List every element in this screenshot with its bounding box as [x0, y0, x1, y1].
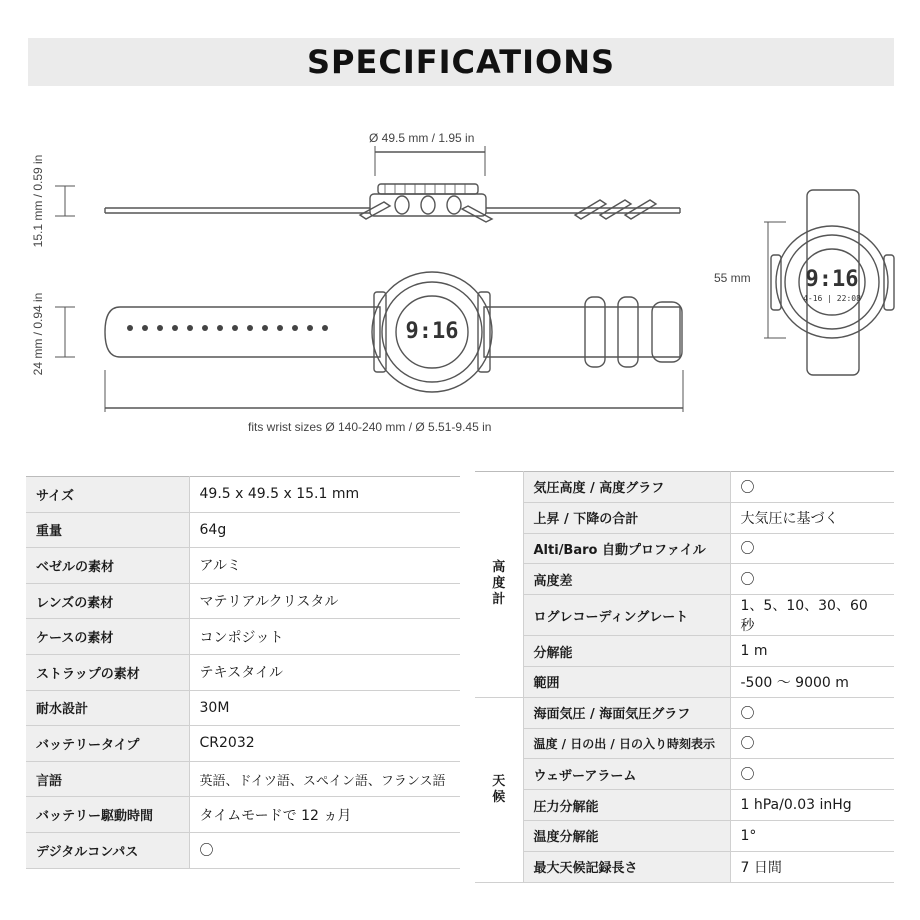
watch-front-view — [105, 272, 682, 392]
spec-value: 1 m — [730, 636, 894, 667]
spec-label: 圧力分解能 — [523, 790, 730, 821]
table-row — [26, 548, 460, 584]
table-row — [475, 533, 894, 564]
spec-value: -500 ～ 9000 m — [730, 666, 894, 697]
spec-label: ウェザーアラーム — [523, 759, 730, 790]
spec-label: 海面気圧 / 海面気圧グラフ — [523, 697, 730, 728]
table-row — [475, 472, 894, 503]
table-row — [475, 697, 894, 728]
table-row — [26, 690, 460, 726]
right-watch-sub: 4-16 | 22:08 — [803, 294, 861, 303]
table-row — [26, 654, 460, 690]
spec-value: 〇 — [730, 697, 894, 728]
spec-value: アルミ — [189, 548, 460, 584]
spec-value: 大気圧に基づく — [730, 502, 894, 533]
spec-value: 〇 — [730, 472, 894, 503]
spec-label: ログレコーディングレート — [523, 595, 730, 636]
spec-value: CR2032 — [189, 726, 460, 762]
spec-label: レンズの素材 — [26, 583, 189, 619]
lug-width-label: 24 mm / 0.94 in — [31, 292, 45, 376]
table-row — [475, 759, 894, 790]
spec-value: 30M — [189, 690, 460, 726]
spec-value: 7 日間 — [730, 851, 894, 882]
spec-value: コンポジット — [189, 619, 460, 655]
table-row — [475, 564, 894, 595]
table-row — [475, 790, 894, 821]
spec-value: 1° — [730, 820, 894, 851]
table-row — [26, 832, 460, 868]
spec-label: 言語 — [26, 761, 189, 797]
spec-value: マテリアルクリスタル — [189, 583, 460, 619]
table-row — [26, 583, 460, 619]
table-row — [26, 619, 460, 655]
altimeter-group-label: 高度計 — [475, 472, 523, 698]
table-row — [475, 595, 894, 636]
spec-label: ケースの素材 — [26, 619, 189, 655]
spec-value: 英語、ドイツ語、スペイン語、フランス語 — [189, 761, 460, 797]
table-row — [475, 666, 894, 697]
table-row — [26, 761, 460, 797]
spec-label: 温度 / 日の出 / 日の入り時刻表示 — [523, 728, 730, 759]
spec-label: バッテリー駆動時間 — [26, 797, 189, 833]
spec-value: 49.5 x 49.5 x 15.1 mm — [189, 477, 460, 513]
spec-label: サイズ — [26, 477, 189, 513]
spec-label: Alti/Baro 自動プロファイル — [523, 533, 730, 564]
wrist-size-label: fits wrist sizes Ø 140-240 mm / Ø 5.51-9.45 in — [248, 420, 492, 434]
thickness-label: 15.1 mm / 0.59 in — [31, 154, 45, 248]
spec-label: 範囲 — [523, 666, 730, 697]
table-row — [26, 512, 460, 548]
watch-side-view — [105, 184, 680, 222]
spec-value: 〇 — [730, 533, 894, 564]
weather-group-label: 天候 — [475, 697, 523, 882]
spec-value: 64g — [189, 512, 460, 548]
spec-label: ベゼルの素材 — [26, 548, 189, 584]
spec-value: タイムモードで 12 ヵ月 — [189, 797, 460, 833]
spec-label: ストラップの素材 — [26, 654, 189, 690]
general-spec-table — [26, 476, 460, 869]
spec-value: 1 hPa/0.03 inHg — [730, 790, 894, 821]
table-row — [475, 820, 894, 851]
spec-label: バッテリータイプ — [26, 726, 189, 762]
spec-value: テキスタイル — [189, 654, 460, 690]
table-row — [26, 477, 460, 513]
spec-label: 高度差 — [523, 564, 730, 595]
spec-label: デジタルコンパス — [26, 832, 189, 868]
front-watch-time: 9:16 — [405, 319, 459, 344]
table-row — [475, 502, 894, 533]
table-row — [26, 726, 460, 762]
spec-label: 重量 — [26, 512, 189, 548]
spec-value: 1、5、10、30、60 秒 — [730, 595, 894, 636]
spec-label: 最大天候記録長さ — [523, 851, 730, 882]
spec-value: 〇 — [730, 728, 894, 759]
table-row — [475, 851, 894, 882]
height-label: 55 mm — [714, 271, 751, 285]
spec-value: 〇 — [189, 832, 460, 868]
table-row — [475, 728, 894, 759]
spec-value: 〇 — [730, 759, 894, 790]
sensor-spec-table — [475, 471, 894, 883]
spec-label: 温度分解能 — [523, 820, 730, 851]
spec-label: 気圧高度 / 高度グラフ — [523, 472, 730, 503]
right-watch-time: 9:16 — [805, 267, 859, 292]
table-row — [475, 636, 894, 667]
spec-label: 分解能 — [523, 636, 730, 667]
table-row — [26, 797, 460, 833]
diameter-label: Ø 49.5 mm / 1.95 in — [369, 131, 475, 145]
page-title: SPECIFICATIONS — [306, 43, 616, 81]
spec-label: 耐水設計 — [26, 690, 189, 726]
spec-label: 上昇 / 下降の合計 — [523, 502, 730, 533]
spec-value: 〇 — [730, 564, 894, 595]
